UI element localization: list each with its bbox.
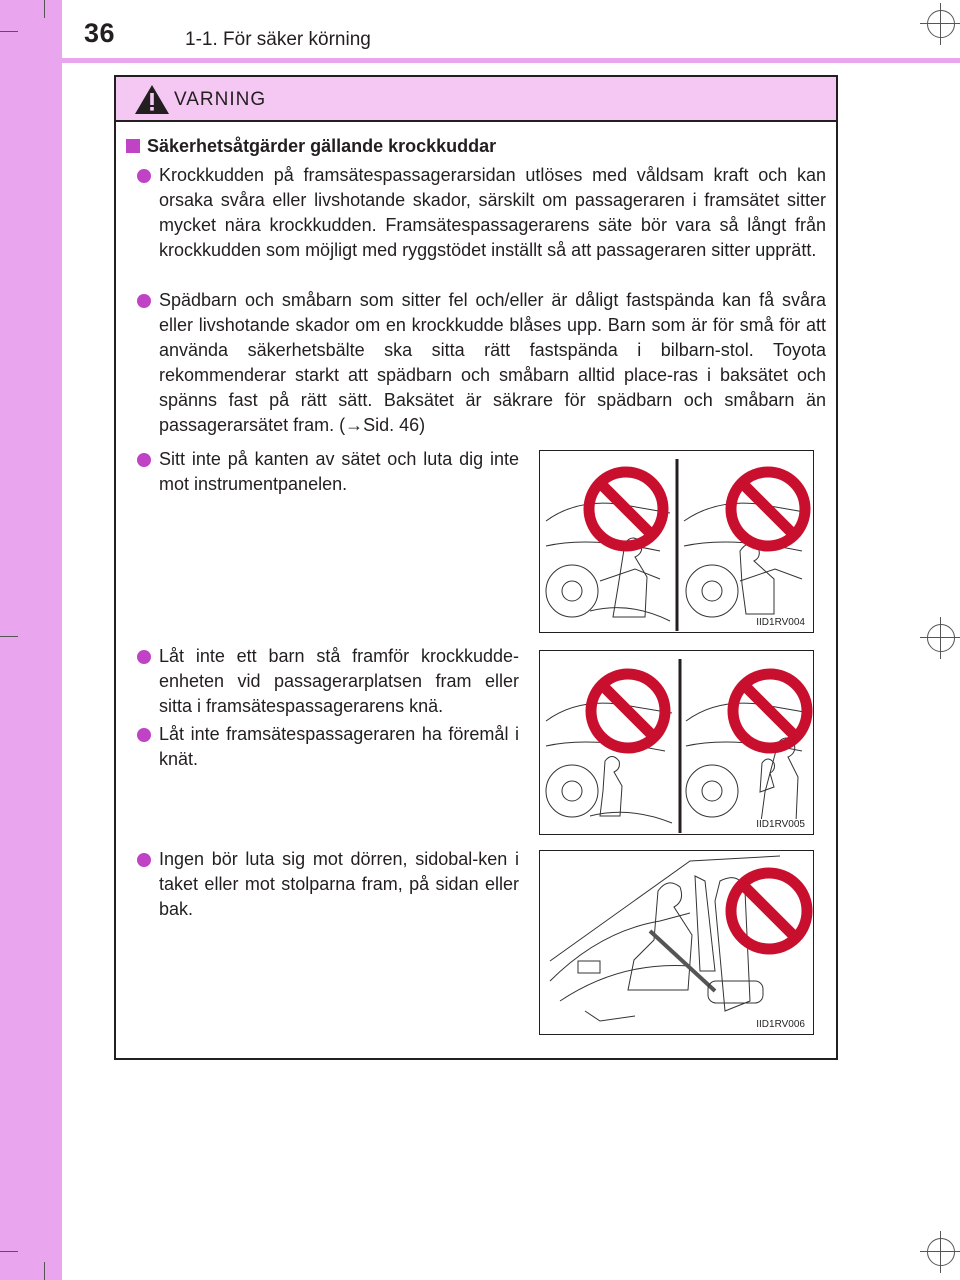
warning-triangle-icon (134, 84, 170, 115)
header-rule (62, 58, 960, 63)
bullet-item: Ingen bör luta sig mot dörren, sidobal-ken i taket eller mot stolparna fram, på sidan eller bak. (159, 847, 519, 922)
crop-mark (44, 0, 45, 18)
bullet-dot-icon (137, 453, 151, 467)
bullet-item: Sitt inte på kanten av sätet och luta dig inte mot instrumentpanelen. (159, 447, 519, 497)
warning-label: VARNING (174, 89, 267, 110)
illustration-child-in-front-seat (539, 650, 814, 835)
prohibition-icon (589, 472, 663, 546)
bullet-dot-icon (137, 853, 151, 867)
bullet-dot-icon (137, 169, 151, 183)
bullet-item: Låt inte ett barn stå framför krockkudde-enheten vid passagerarplatsen fram eller sitta i framsätespassagerarens knä. (159, 644, 519, 719)
bullet-dot-icon (137, 728, 151, 742)
square-bullet-icon (126, 139, 140, 153)
figure-code: IID1RV006 (756, 1019, 805, 1030)
figure-code: IID1RV005 (756, 819, 805, 830)
figure-code: IID1RV004 (756, 617, 805, 628)
registration-mark-icon (927, 10, 955, 38)
crop-mark (0, 31, 18, 32)
section-title: Säkerhetsåtgärder gällande krockkuddar (126, 136, 496, 157)
bullet-item: Krockkudden på framsätespassagerarsidan utlöses med våldsam kraft och kan orsaka svåra eller livshotande skador, särskilt om passageraren i framsätet sitter mycket nära krockkudden. Framsätespassagerarens säte bör vara så långt från krockkudden som möjligt med ryggstödet inställt så att passageraren sitter upprätt. (159, 163, 826, 263)
prohibition-icon (591, 674, 665, 748)
crop-mark (0, 1251, 18, 1252)
page-number: 36 (84, 18, 116, 48)
crop-mark (0, 636, 18, 637)
page-side-band (0, 0, 62, 1280)
illustration-leaning-on-dashboard (539, 450, 814, 633)
bullet-dot-icon (137, 294, 151, 308)
registration-mark-icon (927, 624, 955, 652)
bullet-dot-icon (137, 650, 151, 664)
bullet-item: Spädbarn och småbarn som sitter fel och/eller är dåligt fastspända kan få svåra eller livshotande skador om en krockkudde blåses upp. Barn som är för små för att använda säkerhetsbälte ska sitta rätt fastspända i bilbarn-stol. Toyota rekommenderar starkt att spädbarn och småbarn alltid place-ras i baksätet och spänns fast på rätt sätt. Baksätet är säkrare för spädbarn och småbarn än passagerarsätet fram. (→Sid. 46) (159, 288, 826, 438)
warning-header (116, 77, 836, 122)
chapter-title: 1-1. För säker körning (185, 29, 371, 50)
illustration-leaning-on-door (539, 850, 814, 1035)
registration-mark-icon (927, 1238, 955, 1266)
warning-box (114, 75, 838, 1060)
crop-mark (44, 1262, 45, 1280)
bullet-item: Låt inte framsätespassageraren ha föremål i knät. (159, 722, 519, 772)
prohibition-icon (731, 873, 807, 949)
prohibition-icon (731, 472, 805, 546)
